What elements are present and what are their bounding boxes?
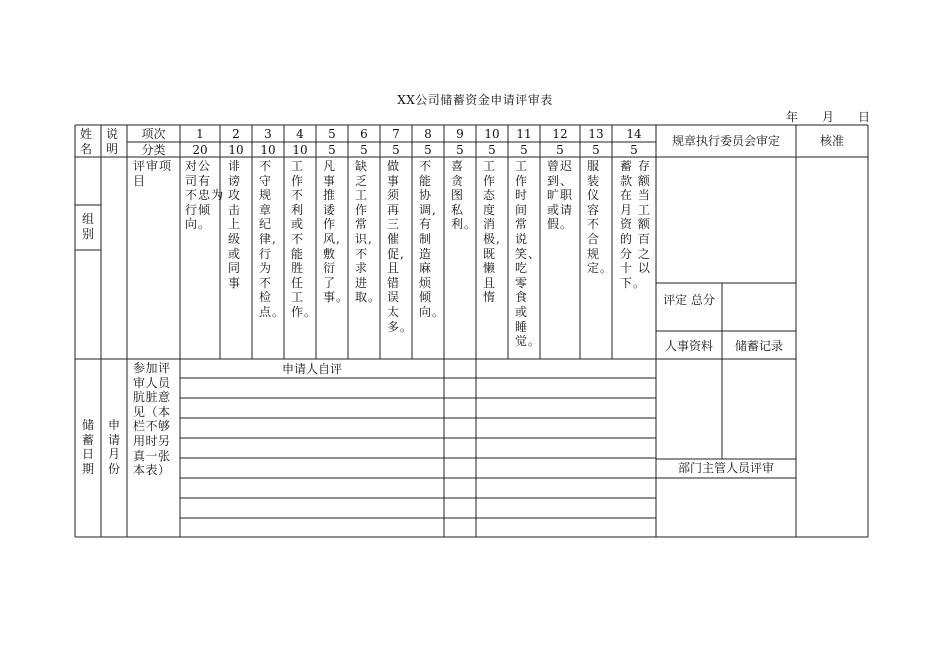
apply-month-label: 申 请 月 份 — [108, 418, 122, 476]
item-description: 工 作 时 间 常 说 笑、 吃 零 食 或 睡 觉。 — [515, 159, 542, 349]
item-score: 5 — [592, 143, 600, 157]
item-score: 20 — [192, 143, 208, 157]
dept-review-label: 部门主管人员评审 — [677, 461, 774, 475]
item-description: 服 装 仪 容 不 合 规 定。 — [587, 159, 614, 276]
item-number: 7 — [392, 127, 400, 141]
item-number: 4 — [296, 127, 304, 141]
item-description: 对公 司有 不忠为 行倾 向。 — [185, 159, 225, 232]
item-description: 工 作 不 利 或 不 能 胜 任 工 作。 — [291, 159, 318, 319]
item-score: 5 — [392, 143, 400, 157]
item-description: 诽 谤 攻 击 上 级 或 同 事 — [228, 159, 242, 290]
header-item-no: 项次 — [141, 127, 166, 141]
item-number: 2 — [232, 127, 240, 141]
item-number: 6 — [360, 127, 368, 141]
header-category: 分类 — [141, 143, 166, 157]
item-number: 9 — [456, 127, 464, 141]
item-number: 1 — [196, 127, 204, 141]
self-eval-label: 申请人自评 — [281, 362, 342, 376]
item-score: 10 — [292, 143, 308, 157]
item-number: 3 — [264, 127, 272, 141]
item-number: 11 — [516, 127, 532, 141]
item-number: 8 — [424, 127, 432, 141]
item-description: 做 事 须 再 三 催 促, 且 错 误 太 多。 — [387, 159, 414, 334]
item-description: 不 守 规 章 纪 律, 行 为 不 检 点。 — [259, 159, 286, 319]
item-score: 5 — [424, 143, 432, 157]
item-number: 5 — [328, 127, 336, 141]
date-day-label: 日 — [858, 110, 871, 124]
item-description: 缺 乏 工 作 常 识, 不 求 进 取。 — [355, 159, 382, 305]
hr-info-label: 人事资料 — [664, 339, 713, 353]
item-score: 5 — [630, 143, 638, 157]
savings-date-label: 储 蓄 日 期 — [82, 418, 96, 476]
review-item-label: 评审项 目 — [133, 159, 173, 188]
item-number: 10 — [484, 127, 500, 141]
item-description: 喜 贪 图 私 利。 — [451, 159, 478, 232]
group-label: 组 别 — [82, 212, 96, 241]
item-number: 14 — [626, 127, 642, 141]
item-score: 10 — [228, 143, 244, 157]
item-description: 工 作 态 度 消 极, 既 懒 且 惰 — [483, 159, 501, 305]
item-description: 凡 事 推 诿 作 风, 敷 衍 了 事。 — [323, 159, 350, 305]
item-score: 5 — [328, 143, 336, 157]
approval-header: 核准 — [819, 134, 844, 148]
committee-review-header: 规章执行委员会审定 — [671, 134, 780, 148]
item-score: 5 — [520, 143, 528, 157]
date-month-label: 月 — [822, 110, 835, 124]
header-name: 姓 名 — [80, 127, 94, 156]
item-number: 13 — [588, 127, 604, 141]
item-score: 5 — [556, 143, 564, 157]
savings-record-label: 储蓄记录 — [734, 339, 783, 353]
score-total-label: 评定 总分 — [663, 293, 715, 307]
participants-label: 参加评 审人员 肮脏意 见（本 栏不够 用时另 真一张 本表） — [133, 361, 171, 478]
form-title: XX公司储蓄资金申请评审表 — [397, 93, 553, 107]
item-description: 不 能 协 调, 有 制 造 麻 烦 倾 向。 — [419, 159, 446, 319]
item-number: 12 — [552, 127, 568, 141]
item-score: 5 — [456, 143, 464, 157]
date-year-label: 年 — [786, 110, 799, 124]
header-explain: 说 明 — [106, 127, 120, 156]
item-score: 10 — [260, 143, 276, 157]
item-description: 蓄 存 款 额 在 当 月 工 资 额 的 百 分 之 十 以 下。 — [620, 159, 651, 290]
item-score: 5 — [360, 143, 368, 157]
item-description: 曾迟 到、 旷职 或请 假。 — [547, 159, 574, 232]
item-score: 5 — [488, 143, 496, 157]
